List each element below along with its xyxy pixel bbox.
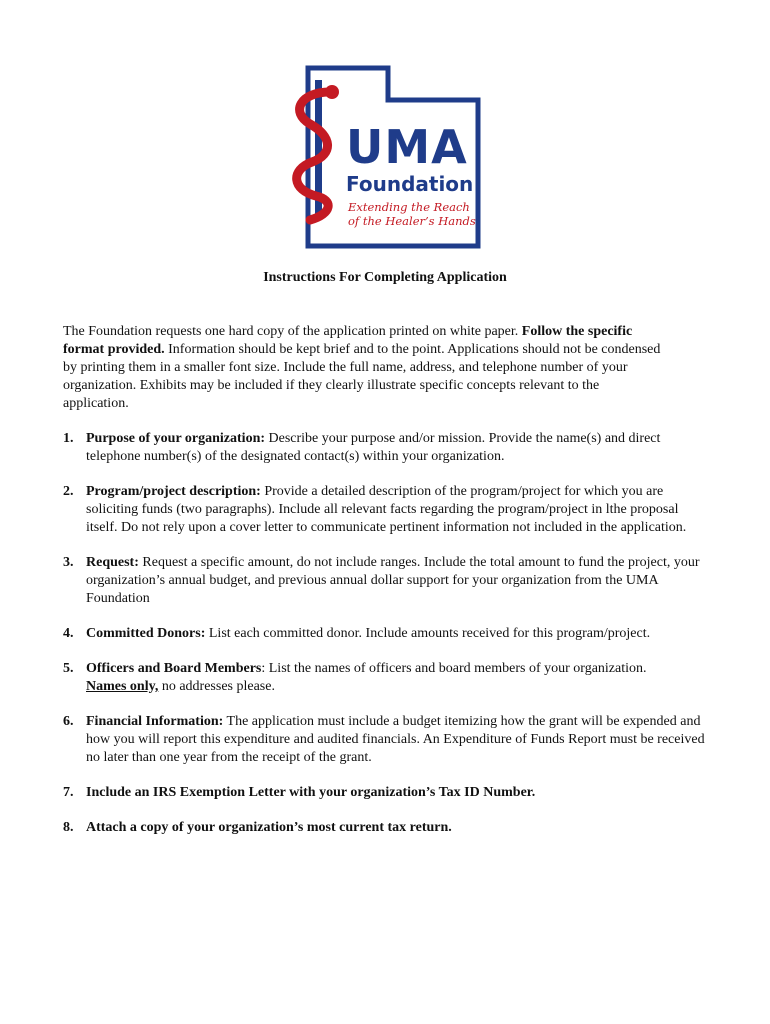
item-label: Attach a copy of your organization’s most current tax return. <box>86 820 452 835</box>
intro-text-1: The Foundation requests one hard copy of the application printed on white paper. <box>63 324 522 339</box>
item-text: Request a specific amount, do not include ranges. Include the total amount to fund the project, your organization’s annual budget, and previous annual dollar support for your organization from the UMA Foundation <box>86 555 700 606</box>
list-item <box>63 625 713 643</box>
intro-bold: Follow the specific format provided. <box>63 324 633 357</box>
item-number: 8. <box>63 820 74 835</box>
list-item <box>63 784 713 802</box>
logo-title: UMA <box>346 120 468 174</box>
item-number: 4. <box>63 626 74 641</box>
logo-tagline-line-1: Extending the Reach <box>348 200 470 214</box>
item-number: 1. <box>63 431 74 446</box>
list-item <box>63 713 713 767</box>
item-label: Request: <box>86 555 139 570</box>
page-title: Instructions For Completing Application <box>263 270 507 285</box>
list-item <box>63 819 713 837</box>
logo-tagline <box>348 200 488 228</box>
item-number: 7. <box>63 785 74 800</box>
intro-paragraph <box>63 323 663 413</box>
item-underlined-text: Names only, <box>86 679 159 694</box>
logo-subtitle: Foundation <box>346 172 474 196</box>
logo-tagline-line-2: of the Healer’s Hands <box>348 214 476 228</box>
intro-text-2: Information should be kept brief and to the point. Applications should not be condensed by printing them in a smaller font size. Include the full name, address, and telephone number of your organization. Exhibits may be included if they clearly illustrate specific concepts relevant to the application. <box>63 342 661 411</box>
item-text: Describe your purpose and/or mission. Provide the name(s) and direct telephone number(s) of the designated contact(s) within your organization. <box>86 431 661 464</box>
item-number: 2. <box>63 484 74 499</box>
item-text: : List the names of officers and board members of your organization. <box>261 661 647 676</box>
list-item <box>63 430 713 466</box>
item-number: 5. <box>63 661 74 676</box>
item-label: Include an IRS Exemption Letter with your organization’s Tax ID Number. <box>86 785 536 800</box>
item-text: List each committed donor. Include amounts received for this program/project. <box>205 626 651 641</box>
item-text: Provide a detailed description of the program/project for which you are soliciting funds (two paragraphs). Include all relevant facts regarding the program/project in lthe proposal itself. Do not rely upon a cover letter to communicate pertinent information not included in the application. <box>86 484 687 535</box>
list-item <box>63 660 713 696</box>
item-text: The application must include a budget itemizing how the grant will be expended and how you will report this expenditure and audited financials. An Expenditure of Funds Report must be received no later than one year from the receipt of the grant. <box>86 714 705 765</box>
list-item <box>63 554 713 608</box>
item-label: Program/project description: <box>86 484 261 499</box>
item-label: Purpose of your organization: <box>86 431 266 446</box>
item-number: 3. <box>63 555 74 570</box>
item-label: Committed Donors: <box>86 626 206 641</box>
instructions-list <box>63 430 713 837</box>
uma-foundation-logo <box>270 62 495 252</box>
item-label: Financial Information: <box>86 714 224 729</box>
item-label: Officers and Board Members <box>86 661 262 676</box>
list-item <box>63 483 713 537</box>
item-number: 6. <box>63 714 74 729</box>
item-text-after: no addresses please. <box>158 679 275 694</box>
